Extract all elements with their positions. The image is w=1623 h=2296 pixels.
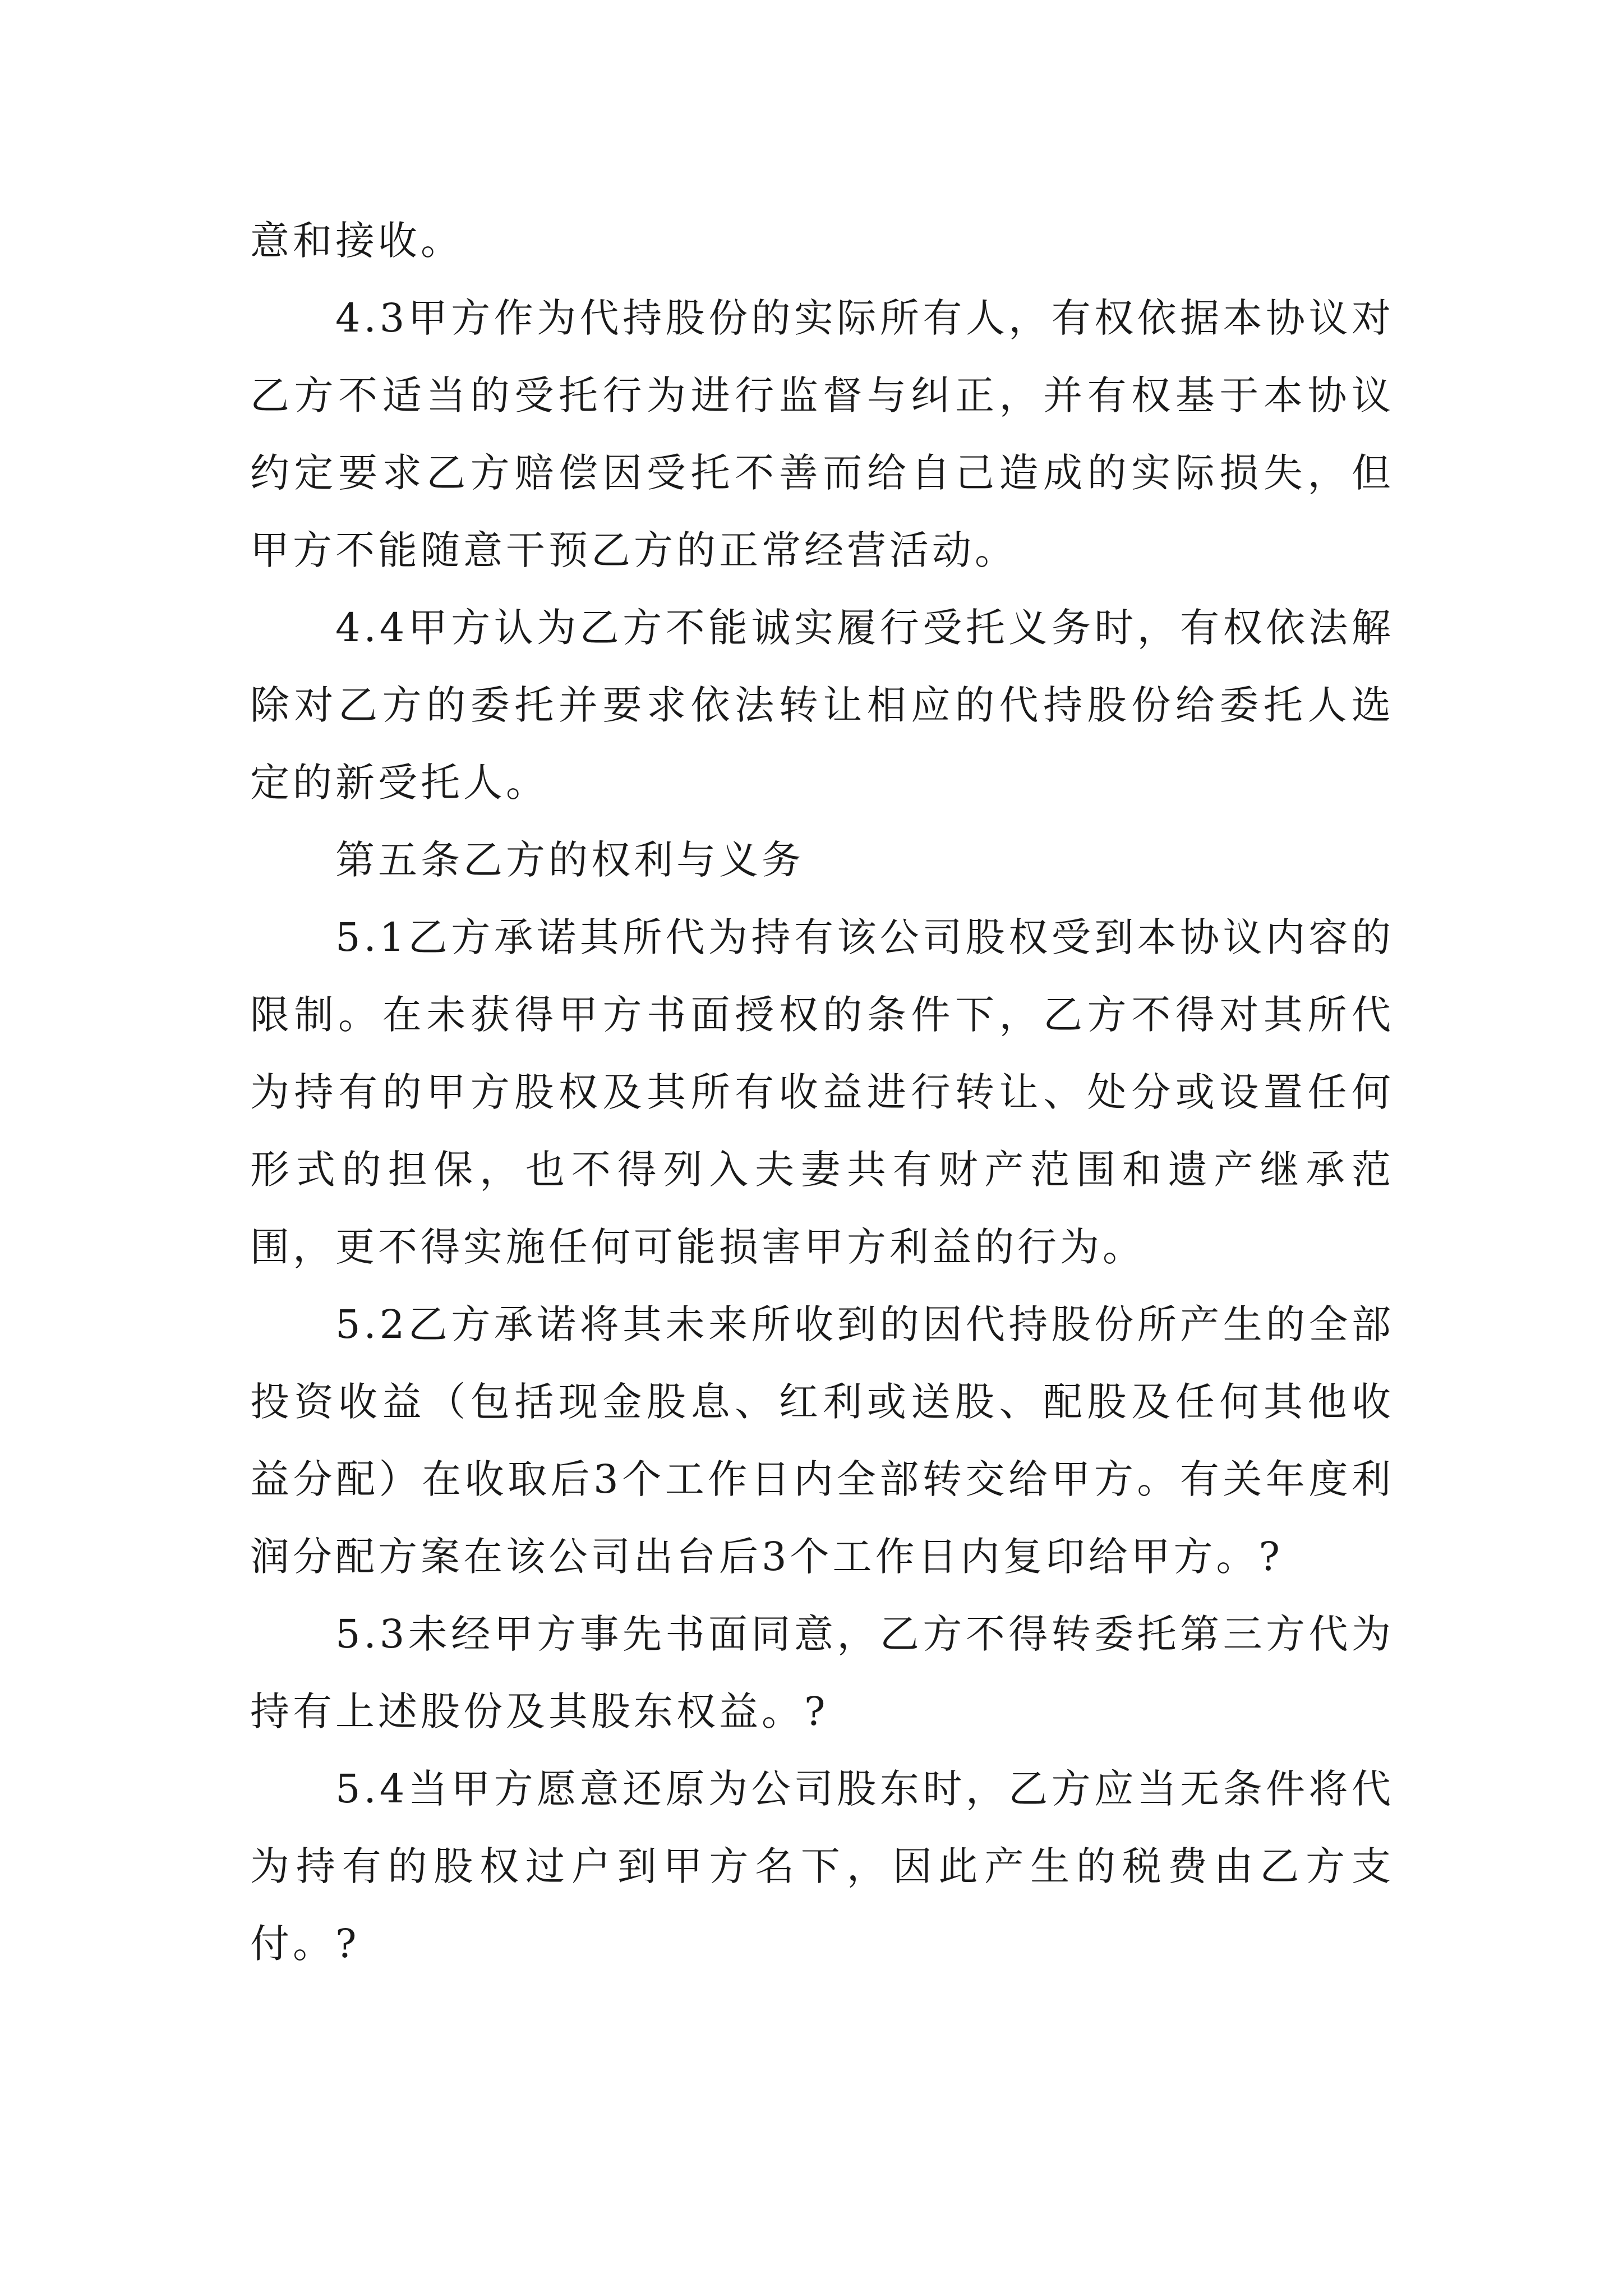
paragraph-4-3: 4.3甲方作为代持股份的实际所有人，有权依据本协议对乙方不适当的受托行为进行监督与纠正，并有权基于本协议约定要求乙方赔偿因受托不善而给自己造成的实际损失，但甲方不能随意干预乙方的正常经营活动。	[250, 295, 1394, 573]
paragraph-5-1: 5.1乙方承诺其所代为持有该公司股权受到本协议内容的限制。在未获得甲方书面授权的条件下，乙方不得对其所代为持有的甲方股权及其所有收益进行转让、处分或设置任何形式的担保，也不得列入夫妻共有财产范围和遗产继承范围，更不得实施任何可能损害甲方利益的行为。	[250, 914, 1394, 1270]
paragraph-5-4: 5.4当甲方愿意还原为公司股东时，乙方应当无条件将代为持有的股权过户到甲方名下，因此产生的税费由乙方支付。?	[250, 1766, 1394, 1967]
paragraph-4-4: 4.4甲方认为乙方不能诚实履行受托义务时，有权依法解除对乙方的委托并要求依法转让相应的代持股份给委托人选定的新受托人。	[250, 605, 1394, 806]
paragraph-5-2: 5.2乙方承诺将其未来所收到的因代持股份所产生的全部投资收益（包括现金股息、红利或送股、配股及任何其他收益分配）在收取后3个工作日内全部转交给甲方。有关年度利润分配方案在该公司出台后3个工作日内复印给甲方。?	[250, 1301, 1394, 1580]
paragraph-continuation: 意和接收。	[250, 218, 463, 264]
paragraph-5-3: 5.3未经甲方事先书面同意，乙方不得转委托第三方代为持有上述股份及其股东权益。?	[250, 1611, 1394, 1734]
document-body	[250, 202, 1394, 1982]
section-heading-article-5: 第五条乙方的权利与义务	[335, 837, 804, 883]
